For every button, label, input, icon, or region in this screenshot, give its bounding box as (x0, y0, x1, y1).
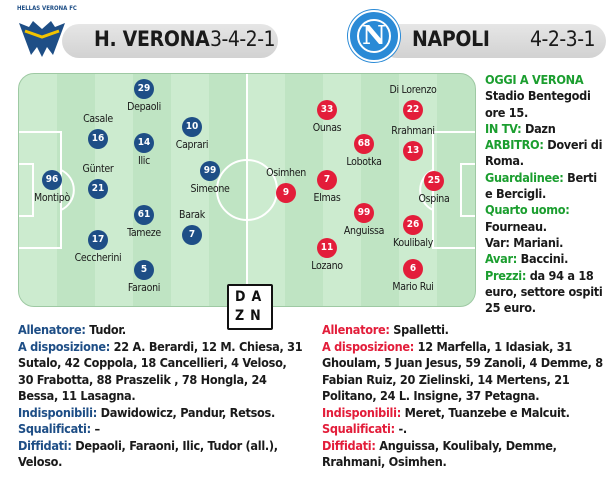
player-number: 7 (317, 170, 337, 190)
fourth-label: Quarto uomo: (485, 202, 570, 218)
napoli-crest-icon (348, 10, 400, 62)
player-number: 26 (403, 215, 423, 235)
match-venue: Stadio Bentegodi ore 15. (485, 88, 591, 120)
player-name: Günter (82, 163, 114, 175)
player-number: 22 (403, 100, 423, 120)
player-number: 13 (403, 141, 423, 161)
tv-value: Dazn (524, 120, 556, 136)
coach-label: Allenatore: (322, 322, 390, 337)
verona-crest-icon (17, 17, 67, 59)
verona-formation: 3-4-2-1 (210, 27, 276, 51)
warned-label: Diffidati: (322, 437, 376, 453)
player-number: 17 (88, 230, 108, 250)
player-number: 99 (200, 161, 220, 181)
match-var: Var: Mariani. (485, 234, 564, 250)
player-number: 68 (354, 134, 374, 154)
prices-value: da 94 a 18 euro, settore ospiti 25 euro. (485, 267, 603, 316)
player-name: Rrahmani (391, 125, 435, 137)
avar-label: Avar: (485, 251, 517, 267)
tv-label: IN TV: (485, 120, 522, 136)
player-name: Simeone (190, 183, 230, 195)
match-info-panel (485, 72, 607, 316)
verona-warned (18, 438, 303, 471)
player-number: 33 (317, 100, 337, 120)
player-name: Elmas (313, 192, 341, 204)
bench-label: A disposizione: (322, 338, 415, 354)
player-number: 29 (134, 79, 154, 99)
player-name: Ilic (137, 155, 151, 167)
suspended-label: Squalificati: (18, 421, 91, 436)
napoli-warned (322, 438, 604, 471)
suspended-label: Squalificati: (322, 421, 395, 436)
verona-bench (18, 339, 303, 405)
match-referee (485, 137, 607, 170)
match-linesmen (485, 170, 607, 203)
warned-value: Anguissa, Koulibaly, Demme, Rrahmani, Osimhen. (322, 437, 557, 469)
player-name: Di Lorenzo (389, 84, 437, 96)
player-number: 7 (182, 225, 202, 245)
player-name: Faraoni (127, 282, 161, 294)
match-tv (485, 121, 607, 137)
coach-label: Allenatore: (18, 322, 86, 337)
linesmen-value: Berti e Bercigli. (485, 169, 597, 202)
napoli-unavailable (322, 405, 604, 422)
warned-label: Diffidati: (18, 437, 72, 453)
napoli-formation: 4-2-3-1 (530, 27, 596, 51)
player-name: Koulibaly (393, 237, 433, 249)
linesmen-label: Guardalinee: (485, 169, 564, 185)
avar-value: Baccini. (520, 251, 569, 267)
player-name: Caprari (175, 139, 209, 151)
player-number: 99 (354, 203, 374, 223)
coach-value: Tudor. (89, 322, 126, 337)
match-fourth-official (485, 202, 607, 235)
player-number: 61 (134, 205, 154, 225)
match-info-heading: OGGI A VERONA (485, 72, 584, 87)
unavailable-value: Dawidowicz, Pandur, Retsos. (100, 404, 275, 420)
napoli-team-name: NAPOLI (412, 27, 490, 51)
player-number: 11 (317, 238, 337, 258)
player-name: Barak (179, 209, 205, 221)
player-name: Ounas (312, 122, 342, 134)
player-name: Casale (83, 113, 113, 125)
player-name: Ospina (418, 193, 450, 205)
verona-logo-text: HELLAS VERONA FC (17, 5, 77, 12)
verona-unavailable (18, 405, 303, 422)
match-prices (485, 268, 607, 317)
dazn-line1: DA (235, 289, 268, 305)
referee-label: ARBITRO: (485, 137, 544, 153)
napoli-crest-letter: N (362, 21, 386, 51)
napoli-coach (322, 322, 604, 339)
player-number: 6 (403, 259, 423, 279)
napoli-bench (322, 339, 604, 405)
verona-info (18, 322, 303, 471)
player-number: 21 (88, 179, 108, 199)
napoli-suspended (322, 421, 604, 438)
verona-team-name: H. VERONA (94, 27, 210, 51)
player-number: 14 (134, 133, 154, 153)
match-avar (485, 251, 607, 267)
unavailable-value: Meret, Tuanzebe e Malcuit. (404, 404, 570, 420)
unavailable-label: Indisponibili: (322, 404, 401, 420)
verona-coach (18, 322, 303, 339)
unavailable-label: Indisponibili: (18, 404, 97, 420)
player-name: Osimhen (266, 167, 306, 179)
suspended-value: -. (398, 421, 407, 436)
bench-label: A disposizione: (18, 338, 111, 354)
player-number: 5 (134, 260, 154, 280)
player-number: 10 (182, 117, 202, 137)
warned-value: Depaoli, Faraoni, Ilic, Tudor (all.), Veloso. (18, 437, 278, 469)
napoli-info (322, 322, 604, 471)
player-number: 96 (42, 170, 62, 190)
bench-value: 12 Marfella, 1 Idasiak, 31 Ghoulam, 5 Juan Jesus, 59 Zanoli, 4 Demme, 8 Fabian Ruiz, 20 Zielinski, 14 Mertens, 21 Politano, 24 L. Insigne, 37 Petagna. (322, 338, 603, 403)
bench-value: 22 A. Berardi, 12 M. Chiesa, 31 Sutalo, 42 Coppola, 18 Cancellieri, 4 Veloso, 30 Frabotta, 88 Praszelik , 78 Hongla, 24 Bessa, 11 Lasagna. (18, 338, 303, 403)
player-number: 16 (88, 129, 108, 149)
referee-value: Doveri di Roma. (485, 137, 603, 169)
player-number: 25 (424, 171, 444, 191)
coach-value: Spalletti. (393, 322, 449, 337)
player-name: Lobotka (346, 156, 382, 168)
verona-suspended (18, 421, 303, 438)
player-name: Lozano (311, 260, 343, 272)
prices-label: Prezzi: (485, 267, 527, 283)
player-name: Montipò (34, 192, 70, 204)
player-name: Mario Rui (392, 281, 434, 293)
player-name: Tameze (127, 227, 161, 239)
dazn-line2: ZN (235, 308, 267, 324)
suspended-value: – (94, 421, 100, 436)
player-name: Depaoli (127, 101, 161, 113)
player-number: 9 (276, 183, 296, 203)
player-name: Anguissa (343, 225, 385, 237)
fourth-value: Fourneau. (485, 218, 547, 234)
player-name: Ceccherini (74, 252, 122, 264)
